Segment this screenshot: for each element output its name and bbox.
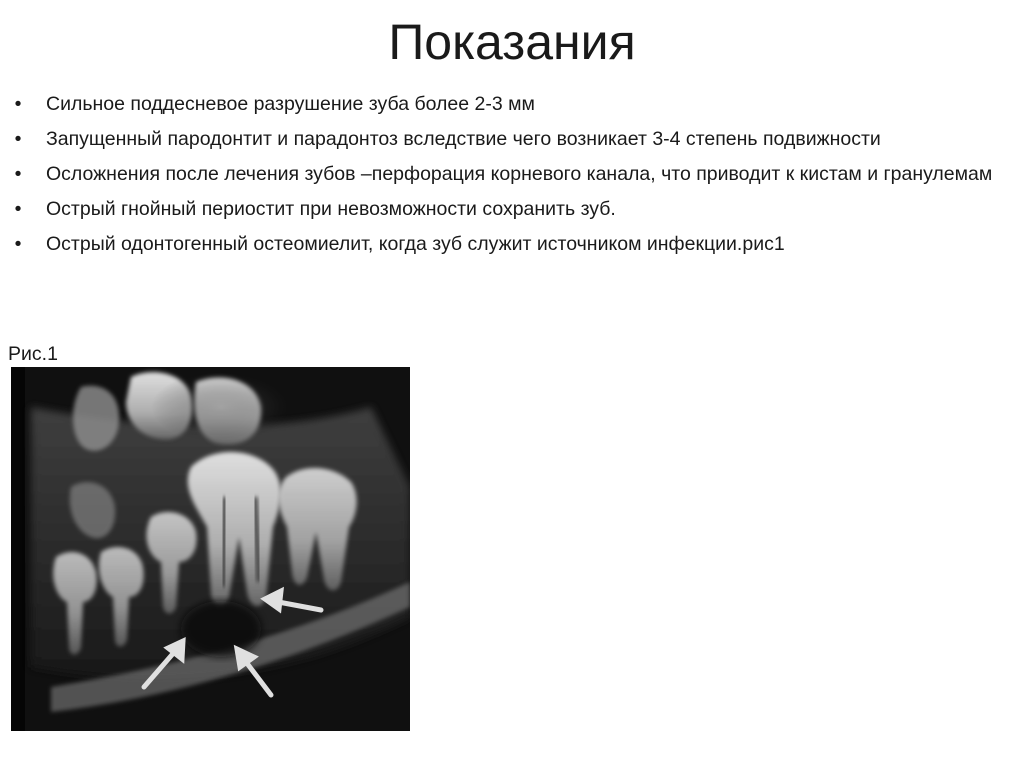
dental-xray-image [11, 367, 410, 731]
list-item [8, 160, 1008, 188]
list-item-text: Запущенный пародонтит и парадонтоз вследствие чего возникает 3-4 степень подвижности [46, 128, 881, 150]
xray-graphic [11, 367, 410, 731]
slide-title: Показания [388, 14, 636, 70]
list-item-text: Сильное поддесневое разрушение зуба более 2-3 мм [46, 93, 535, 115]
list-item [8, 230, 1008, 258]
list-item [8, 90, 1008, 118]
indications-list [8, 90, 1008, 265]
list-item-text: Острый одонтогенный остеомиелит, когда зуб служит источником инфекции.рис1 [46, 233, 785, 255]
bullet-icon: • [14, 93, 22, 115]
list-item [8, 195, 1008, 223]
bullet-icon: • [14, 233, 22, 255]
bullet-icon: • [14, 198, 22, 220]
figure-caption: Рис.1 [8, 343, 58, 365]
list-item [8, 125, 1008, 153]
list-item-text: Осложнения после лечения зубов –перфорация корневого канала, что приводит к кистам и гранулемам [46, 163, 993, 185]
bullet-icon: • [14, 163, 22, 185]
list-item-text: Острый гнойный периостит при невозможности сохранить зуб. [46, 198, 616, 220]
bullet-icon: • [14, 128, 22, 150]
